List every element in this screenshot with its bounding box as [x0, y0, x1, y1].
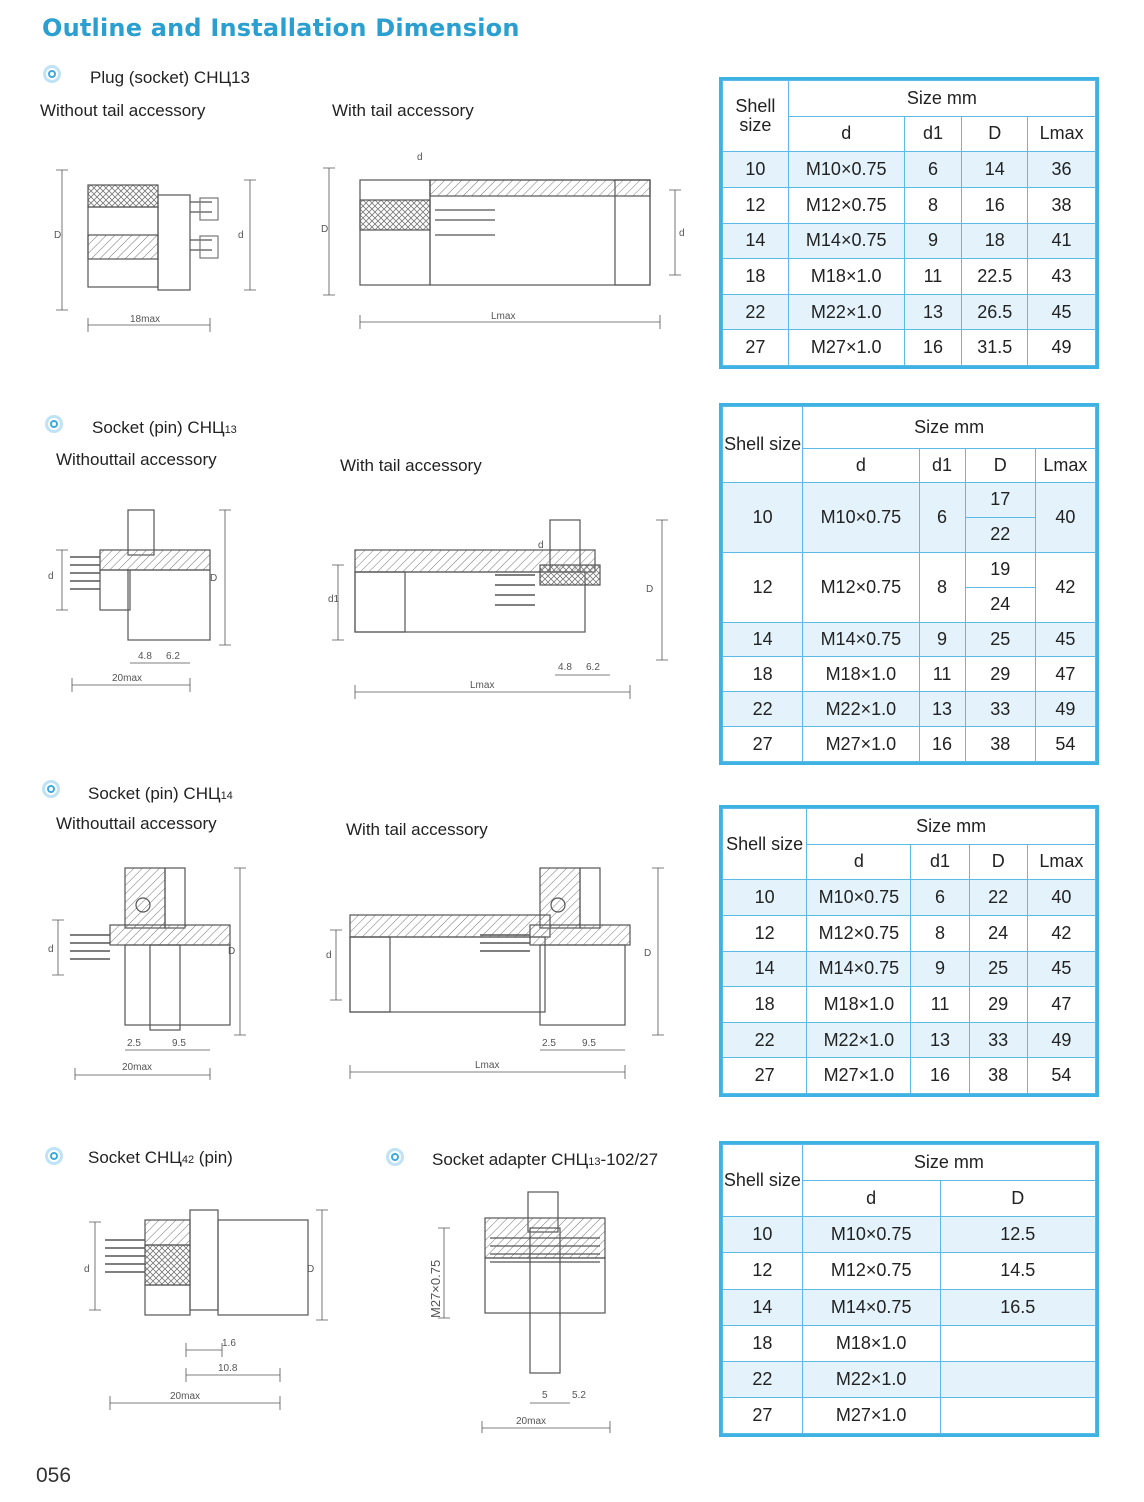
dim-label: 10.8 [218, 1363, 238, 1374]
dim-label: D [307, 1264, 315, 1275]
table-cell: 22 [969, 880, 1027, 916]
dim-label: Lmax [470, 680, 495, 691]
page-number: 056 [36, 1464, 72, 1487]
table-cell: 16 [962, 187, 1028, 223]
table-cell: 14.5 [940, 1253, 1095, 1289]
table-cell: 38 [1028, 187, 1096, 223]
socket-42-drawing [60, 1200, 340, 1425]
drawing-label: Withouttail accessory [56, 450, 217, 469]
size-mm-header: Size mm [807, 809, 1096, 845]
table-cell: 11 [919, 657, 965, 692]
table-cell: 49 [1027, 1022, 1095, 1058]
table-cell: M18×1.0 [807, 987, 911, 1023]
table-cell: 16 [919, 727, 965, 762]
table-cell: 22 [723, 1022, 807, 1058]
table-cell: 11 [911, 987, 969, 1023]
table-cell [940, 1361, 1095, 1397]
shell-size-header: Shell size [723, 81, 789, 152]
table-cell: 43 [1028, 259, 1096, 295]
table-cell: 26.5 [962, 294, 1028, 330]
table-cell: M22×1.0 [807, 1022, 911, 1058]
table-cell: 22 [723, 294, 789, 330]
bullet-icon [41, 779, 61, 799]
dim-label: d [538, 540, 544, 551]
shell-size-header: Shell size [723, 1145, 803, 1217]
column-header: Lmax [1028, 116, 1096, 152]
dim-label: D [210, 573, 218, 584]
socket-13-drawing-with-tail [320, 510, 690, 710]
dim-label: 18max [130, 314, 161, 325]
table-cell: 40 [1035, 483, 1095, 553]
plug-drawing-with-tail [315, 140, 695, 340]
table-cell: 8 [919, 552, 965, 622]
table-cell: M14×0.75 [803, 622, 919, 657]
column-header: d [803, 449, 919, 483]
dim-label: D [644, 948, 652, 959]
table-cell: M27×1.0 [788, 330, 904, 366]
dim-label: d [679, 228, 685, 239]
plug-drawing-without-tail [40, 140, 280, 350]
table-cell: 12 [723, 1253, 803, 1289]
table-cell: 16 [911, 1058, 969, 1094]
table-cell: 18 [723, 1325, 803, 1361]
section-heading: Socket СНЦ42 (pin) [88, 1148, 233, 1167]
section-heading: Socket (pin) СНЦ13 [92, 418, 237, 437]
table-cell: 13 [904, 294, 962, 330]
dim-label: D [54, 230, 62, 241]
table-cell: M27×1.0 [807, 1058, 911, 1094]
table-cell: M10×0.75 [788, 152, 904, 188]
column-header: d1 [904, 116, 962, 152]
table-cell: 10 [723, 152, 789, 188]
dim-label: Lmax [491, 311, 516, 322]
table-cell: 29 [965, 657, 1035, 692]
table-cell: 54 [1027, 1058, 1095, 1094]
table-cell: 18 [723, 657, 803, 692]
table-cell: 25 [965, 622, 1035, 657]
dim-label: d [417, 152, 423, 163]
table-cell: M10×0.75 [803, 483, 919, 553]
dim-label: 5.2 [572, 1390, 586, 1401]
dim-label: d1 [328, 594, 340, 605]
dim-label: D [321, 224, 329, 235]
drawing-label: Without tail accessory [40, 101, 206, 120]
dim-label: d [84, 1264, 90, 1275]
size-table [722, 406, 1096, 762]
dim-label: D [646, 584, 654, 595]
table-cell: M12×0.75 [803, 552, 919, 622]
table-cell: 49 [1028, 330, 1096, 366]
dim-label: d [238, 230, 244, 241]
bullet-icon [44, 1146, 64, 1166]
dim-label: 2.5 [542, 1038, 556, 1049]
table-cell: M14×0.75 [802, 1289, 940, 1325]
table-cell: 13 [919, 692, 965, 727]
table-cell: 13 [911, 1022, 969, 1058]
table-cell: 27 [723, 727, 803, 762]
table-cell: 16 [904, 330, 962, 366]
table-cell: 27 [723, 330, 789, 366]
table-cell: 36 [1028, 152, 1096, 188]
size-table [722, 80, 1096, 366]
table-cell: 14 [723, 951, 807, 987]
table-cell: 31.5 [962, 330, 1028, 366]
table-cell [940, 1397, 1095, 1433]
section-heading: Socket (pin) СНЦ14 [88, 784, 233, 803]
table-cell: 22 [723, 692, 803, 727]
table-cell: 47 [1027, 987, 1095, 1023]
socket-14-drawing-without-tail [40, 860, 260, 1080]
table-cell: 18 [962, 223, 1028, 259]
column-header: Lmax [1027, 844, 1095, 880]
table-cell: M18×1.0 [803, 657, 919, 692]
drawing-label: With tail accessory [340, 456, 482, 475]
socket-adapter-drawing [410, 1188, 630, 1433]
table-cell: M22×1.0 [803, 692, 919, 727]
table-cell: 12 [723, 187, 789, 223]
drawing-label: Withouttail accessory [56, 814, 217, 833]
table-cell: 38 [969, 1058, 1027, 1094]
dim-label: d [326, 950, 332, 961]
table-cell: 14 [962, 152, 1028, 188]
table-cell: 12 [723, 552, 803, 622]
dim-label: 4.8 [138, 651, 152, 662]
table-cell: M14×0.75 [788, 223, 904, 259]
table-cell: 54 [1035, 727, 1095, 762]
table-cell: M27×1.0 [803, 727, 919, 762]
drawing-label: With tail accessory [332, 101, 474, 120]
table-cell: 12.5 [940, 1217, 1095, 1253]
table-cell: 24 [969, 915, 1027, 951]
table-cell: 49 [1035, 692, 1095, 727]
table-cell: 41 [1028, 223, 1096, 259]
socket-14-drawing-with-tail [320, 860, 690, 1080]
socket-13-drawing-without-tail [40, 495, 240, 695]
dim-label: 20max [170, 1391, 201, 1402]
table-cell: 9 [911, 951, 969, 987]
table-cell: 27 [723, 1397, 803, 1433]
section-heading: Plug (socket) СНЦ13 [90, 68, 250, 87]
table-cell: M12×0.75 [802, 1253, 940, 1289]
table-cell: 22 [723, 1361, 803, 1397]
table-cell: 42 [1035, 552, 1095, 622]
column-header: D [962, 116, 1028, 152]
table-cell: 17 [965, 483, 1035, 518]
table-cell: M22×1.0 [788, 294, 904, 330]
table-cell: M10×0.75 [807, 880, 911, 916]
table-cell: 40 [1027, 880, 1095, 916]
table-cell: M22×1.0 [802, 1361, 940, 1397]
table-cell: 11 [904, 259, 962, 295]
table-cell: M10×0.75 [802, 1217, 940, 1253]
dim-label: 2.5 [127, 1038, 141, 1049]
table-cell: 9 [904, 223, 962, 259]
dim-label: 20max [516, 1416, 547, 1427]
table-cell: 6 [911, 880, 969, 916]
column-header: d1 [919, 449, 965, 483]
table-cell: 10 [723, 880, 807, 916]
dim-label: 9.5 [582, 1038, 596, 1049]
dim-label: M27×0.75 [428, 1259, 443, 1318]
dim-label: Lmax [475, 1060, 500, 1071]
column-header: d [788, 116, 904, 152]
size-mm-header: Size mm [802, 1145, 1095, 1181]
table-cell: M18×1.0 [788, 259, 904, 295]
section-heading: Socket adapter СНЦ13-102/27 [432, 1150, 659, 1169]
bullet-icon [385, 1147, 405, 1167]
table-cell: 12 [723, 915, 807, 951]
table-cell: 33 [969, 1022, 1027, 1058]
size-table [722, 808, 1096, 1094]
dim-label: 9.5 [172, 1038, 186, 1049]
shell-size-header: Shell size [723, 407, 803, 483]
column-header: d [802, 1181, 940, 1217]
table-cell: 29 [969, 987, 1027, 1023]
column-header: d [807, 844, 911, 880]
column-header: D [969, 844, 1027, 880]
dim-label: 20max [122, 1062, 153, 1073]
table-cell: 22 [965, 517, 1035, 552]
table-cell: 42 [1027, 915, 1095, 951]
table-cell: M14×0.75 [807, 951, 911, 987]
column-header: d1 [911, 844, 969, 880]
dim-label: 6.2 [166, 651, 180, 662]
dim-label: d [48, 571, 54, 582]
table-cell: 33 [965, 692, 1035, 727]
table-cell: 45 [1027, 951, 1095, 987]
table-cell: 16.5 [940, 1289, 1095, 1325]
table-cell: 19 [965, 552, 1035, 587]
table-cell: 45 [1035, 622, 1095, 657]
table-cell: 8 [904, 187, 962, 223]
dim-label: 1.6 [222, 1338, 236, 1349]
column-header: Lmax [1035, 449, 1095, 483]
drawing-label: With tail accessory [346, 820, 488, 839]
bullet-icon [42, 64, 62, 84]
size-table [722, 1144, 1096, 1434]
size-mm-header: Size mm [803, 407, 1096, 449]
table-cell: 24 [965, 587, 1035, 622]
shell-size-header: Shell size [723, 809, 807, 880]
table-cell: 14 [723, 622, 803, 657]
table-cell: 18 [723, 987, 807, 1023]
size-mm-header: Size mm [788, 81, 1095, 117]
page-title: Outline and Installation Dimension [42, 14, 520, 42]
table-cell: 6 [919, 483, 965, 553]
dim-label: 4.8 [558, 662, 572, 673]
dim-label: 5 [542, 1390, 548, 1401]
dim-label: 20max [112, 673, 143, 684]
table-cell: 9 [919, 622, 965, 657]
dim-label: d [48, 944, 54, 955]
dim-label: D [228, 946, 236, 957]
column-header: D [965, 449, 1035, 483]
table-cell: 38 [965, 727, 1035, 762]
table-cell: 18 [723, 259, 789, 295]
table-cell: 6 [904, 152, 962, 188]
table-cell: M27×1.0 [802, 1397, 940, 1433]
table-cell: 25 [969, 951, 1027, 987]
table-cell: 10 [723, 1217, 803, 1253]
table-cell: 47 [1035, 657, 1095, 692]
table-cell: M12×0.75 [807, 915, 911, 951]
table-cell: 10 [723, 483, 803, 553]
table-cell: 14 [723, 1289, 803, 1325]
table-cell: M18×1.0 [802, 1325, 940, 1361]
table-cell: 14 [723, 223, 789, 259]
bullet-icon [44, 414, 64, 434]
table-cell [940, 1325, 1095, 1361]
table-cell: 22.5 [962, 259, 1028, 295]
table-cell: 8 [911, 915, 969, 951]
table-cell: 45 [1028, 294, 1096, 330]
table-cell: 27 [723, 1058, 807, 1094]
dim-label: 6.2 [586, 662, 600, 673]
table-cell: M12×0.75 [788, 187, 904, 223]
column-header: D [940, 1181, 1095, 1217]
